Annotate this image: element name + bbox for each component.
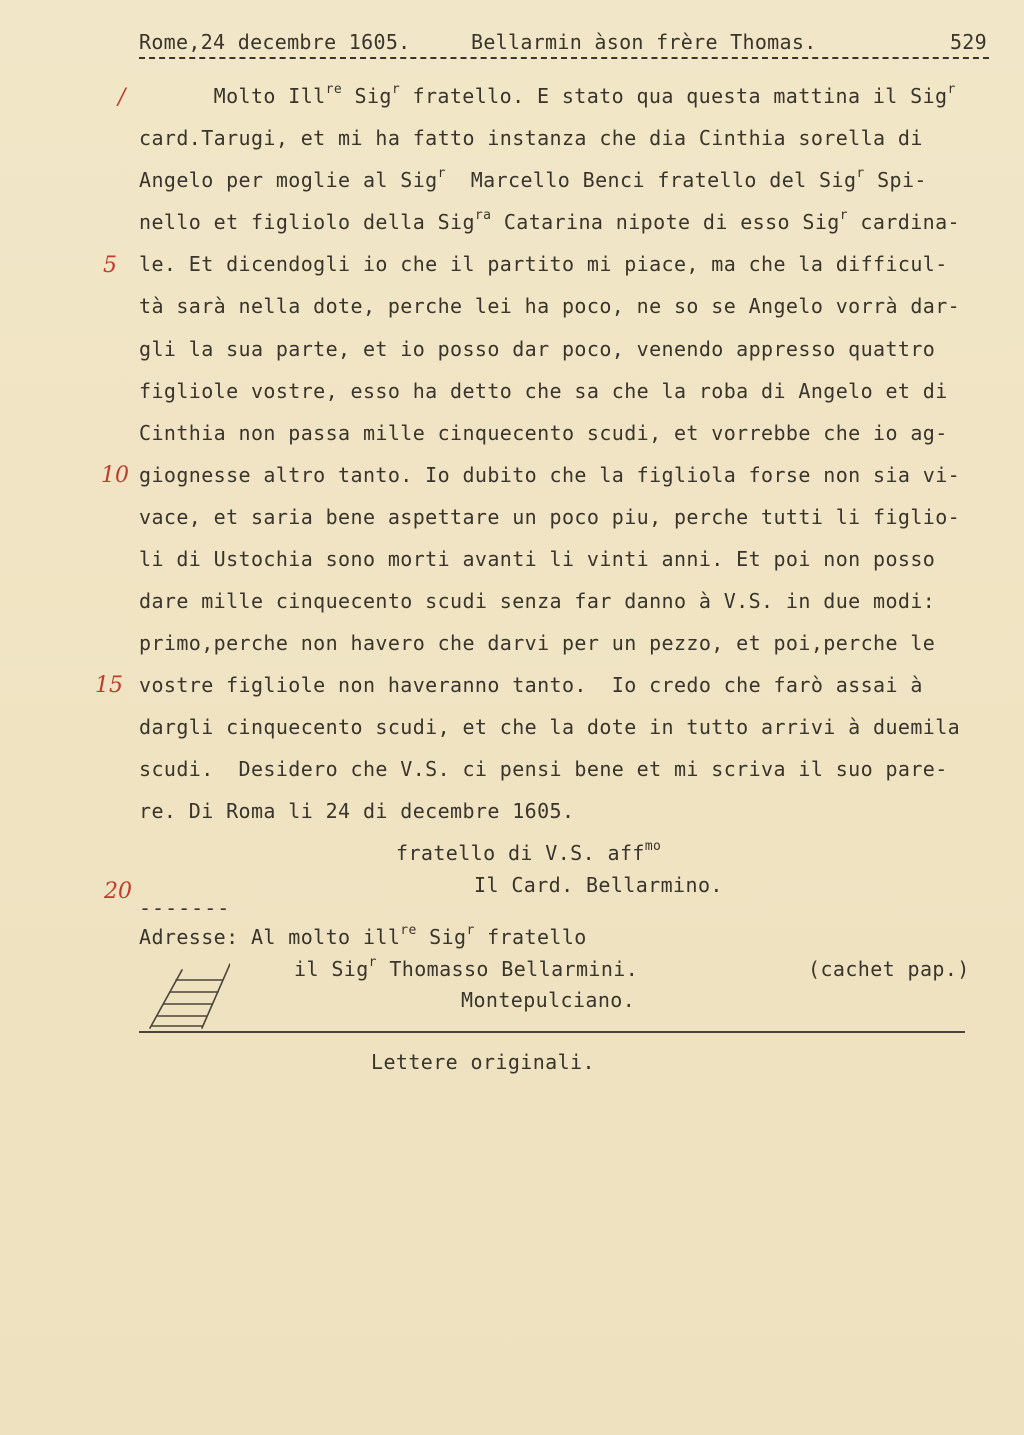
address-line-2: il Sig$^r$ Thomasso Bellarmini. [294, 955, 639, 981]
margin-mark-20: 20 [104, 879, 132, 904]
letter-line-13: dare mille cinquecento scudi senza far danno à V.S. in due modi: [139, 589, 936, 613]
letter-line-1: Molto Ill$^{re}$ Sig$^r$ fratello. E stato qua questa mattina il Sig$^r$ [139, 82, 956, 108]
letter-line-2: card.Tarugi, et mi ha fatto instanza che dia Cinthia sorella di [139, 126, 923, 150]
letter-line-15: vostre figliole non haveranno tanto. Io credo che farò assai à [139, 673, 923, 697]
letter-line-17: scudi. Desidero che V.S. ci pensi bene et mi scriva il suo pare- [139, 757, 948, 781]
page-number: 529 [949, 30, 987, 54]
letter-line-11: vace, et saria bene aspettare un poco piu, perche tutti li figlio- [139, 505, 961, 529]
margin-mark-15: 15 [95, 673, 123, 698]
letter-line-18: re. Di Roma li 24 di decembre 1605. [139, 799, 575, 823]
cachet-note: (cachet pap.) [808, 957, 970, 981]
header-date: Rome,24 decembre 1605. [139, 30, 411, 54]
closing-salutation: fratello di V.S. aff$^{mo}$ [396, 839, 662, 865]
letter-line-12: li di Ustochia sono morti avanti li vinti anni. Et poi non posso [139, 547, 936, 571]
bottom-rule [139, 1031, 965, 1033]
source-note: Lettere originali. [371, 1050, 595, 1074]
letter-line-5: le. Et dicendogli io che il partito mi piace, ma che la difficul- [139, 252, 948, 276]
signature: Il Card. Bellarmino. [474, 873, 723, 897]
ladder-sketch-icon [146, 962, 230, 1032]
letter-line-7: gli la sua parte, et io posso dar poco, venendo appresso quattro [139, 337, 936, 361]
section-divider: ------- [139, 896, 231, 920]
letter-line-16: dargli cinquecento scudi, et che la dote in tutto arrivi à duemila [139, 715, 961, 739]
header-title: Bellarmin àson frère Thomas. [471, 30, 817, 54]
header-rule [139, 57, 989, 59]
letter-line-8: figliole vostre, esso ha detto che sa che la roba di Angelo et di [139, 379, 948, 403]
margin-mark-10: 10 [101, 463, 129, 488]
letter-line-9: Cinthia non passa mille cinquecento scudi, et vorrebbe che io ag- [139, 421, 948, 445]
letter-line-3: Angelo per moglie al Sig$^r$ Marcello Benci fratello del Sig$^r$ Spi- [139, 166, 927, 192]
address-line-1: Adresse: Al molto ill$^{re}$ Sig$^r$ fratello [139, 923, 587, 949]
letter-line-14: primo,perche non havero che darvi per un pezzo, et poi,perche le [139, 631, 936, 655]
address-line-3: Montepulciano. [461, 988, 636, 1012]
margin-mark-1: / [118, 85, 126, 110]
letter-line-4: nello et figliolo della Sig$^{ra}$ Catarina nipote di esso Sig$^r$ cardina- [139, 208, 960, 234]
page-header [139, 30, 989, 64]
margin-mark-5: 5 [103, 253, 117, 278]
letter-line-6: tà sarà nella dote, perche lei ha poco, ne so se Angelo vorrà dar- [139, 294, 961, 318]
letter-line-10: giognesse altro tanto. Io dubito che la figliola forse non sia vi- [139, 463, 961, 487]
